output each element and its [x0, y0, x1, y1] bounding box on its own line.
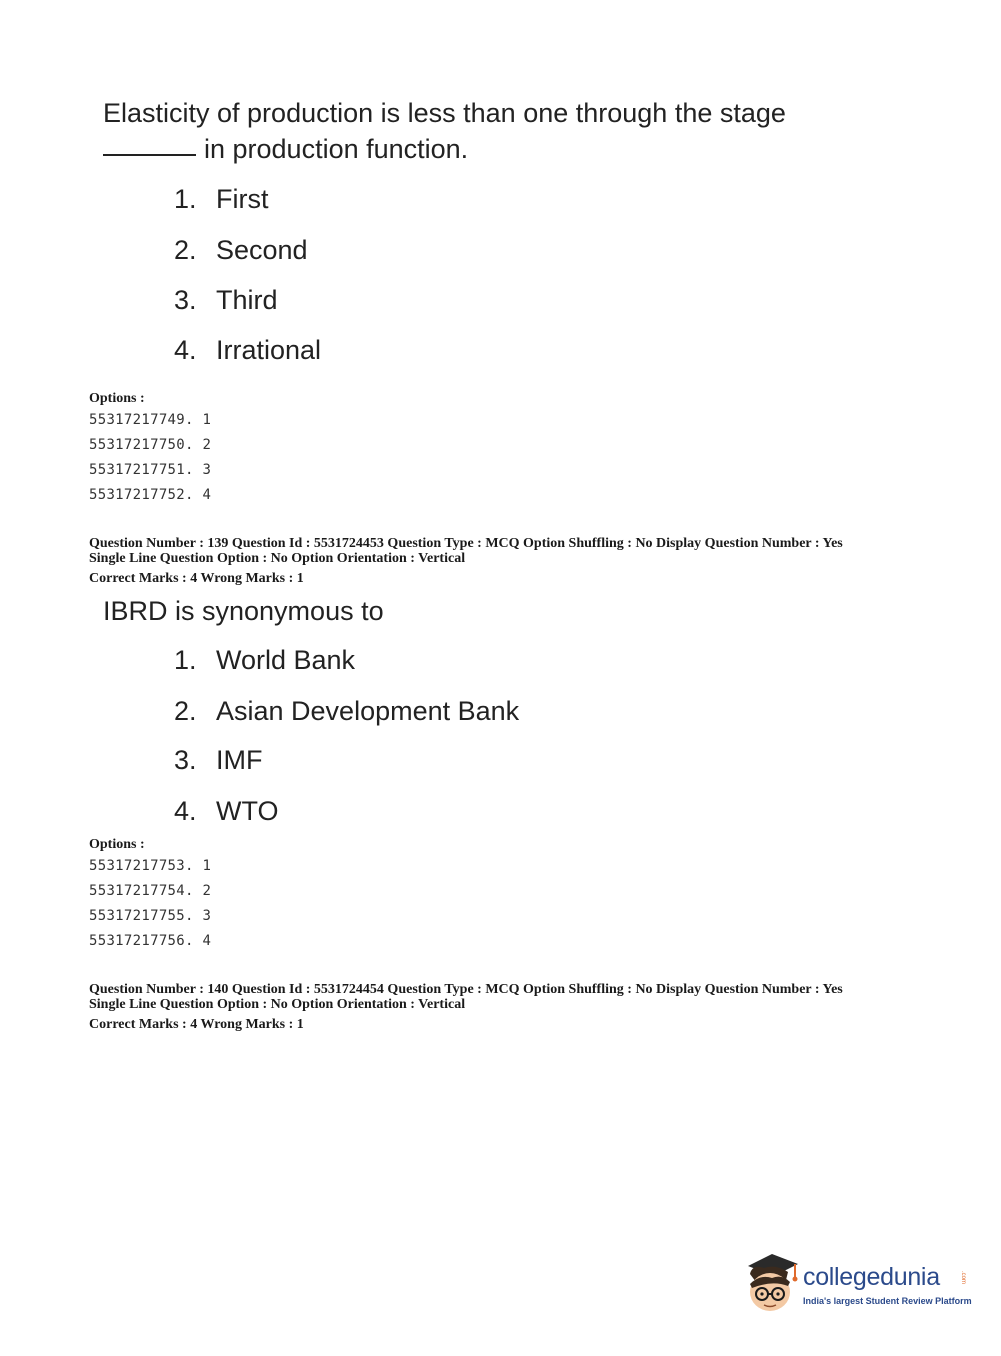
meta-line: Correct Marks : 4 Wrong Marks : 1	[89, 1017, 304, 1032]
choice-number: 1.	[174, 645, 197, 675]
choice-item	[174, 796, 279, 827]
choice-label: World Bank	[216, 645, 356, 675]
choice-label: Third	[216, 285, 278, 315]
choice-item	[174, 745, 263, 776]
logo-tagline: India's largest Student Review Platform	[803, 1296, 972, 1306]
question-text	[103, 95, 786, 167]
choice-label: IMF	[216, 745, 263, 775]
choice-item	[174, 285, 278, 316]
option-id: 55317217754. 2	[89, 883, 212, 899]
option-id: 55317217749. 1	[89, 412, 212, 428]
logo-dotcom: .com	[960, 1271, 966, 1285]
choice-number: 3.	[174, 745, 197, 775]
choice-label: WTO	[216, 796, 279, 826]
options-label: Options :	[89, 837, 145, 852]
options-label: Options :	[89, 391, 145, 406]
question-text: IBRD is synonymous to	[103, 596, 384, 626]
question-text-line-rest: in production function.	[204, 134, 469, 164]
meta-line: Question Number : 140 Question Id : 5531724454 Question Type : MCQ Option Shuffling : No Display Question Number : Yes	[89, 982, 843, 997]
mascot-icon	[742, 1250, 804, 1316]
answer-blank	[103, 138, 196, 156]
choice-item	[174, 184, 268, 215]
meta-line: Question Number : 139 Question Id : 5531724453 Question Type : MCQ Option Shuffling : No Display Question Number : Yes	[89, 536, 843, 551]
question-text-line	[103, 131, 786, 167]
meta-line: Single Line Question Option : No Option Orientation : Vertical	[89, 551, 466, 566]
question-meta	[89, 536, 843, 586]
choice-item	[174, 696, 519, 727]
choice-label: First	[216, 184, 269, 214]
choice-number: 1.	[174, 184, 197, 214]
choice-number: 2.	[174, 696, 197, 726]
option-id: 55317217752. 4	[89, 487, 212, 503]
logo-wordmark: collegedunia	[803, 1263, 940, 1291]
choice-label: Irrational	[216, 335, 322, 365]
collegedunia-logo	[742, 1250, 972, 1320]
choice-number: 4.	[174, 796, 197, 826]
option-id: 55317217751. 3	[89, 462, 212, 478]
choice-item	[174, 645, 355, 676]
choice-item	[174, 335, 321, 366]
choice-number: 3.	[174, 285, 197, 315]
option-id: 55317217753. 1	[89, 858, 212, 874]
option-id: 55317217755. 3	[89, 908, 212, 924]
choice-item	[174, 235, 308, 266]
choice-label: Second	[216, 235, 308, 265]
option-id: 55317217756. 4	[89, 933, 212, 949]
choice-number: 4.	[174, 335, 197, 365]
option-id: 55317217750. 2	[89, 437, 212, 453]
choice-label: Asian Development Bank	[216, 696, 520, 726]
meta-line: Single Line Question Option : No Option Orientation : Vertical	[89, 997, 466, 1012]
meta-line: Correct Marks : 4 Wrong Marks : 1	[89, 571, 304, 586]
choice-number: 2.	[174, 235, 197, 265]
question-text-line: Elasticity of production is less than one through the stage	[103, 98, 786, 128]
question-meta	[89, 982, 843, 1032]
